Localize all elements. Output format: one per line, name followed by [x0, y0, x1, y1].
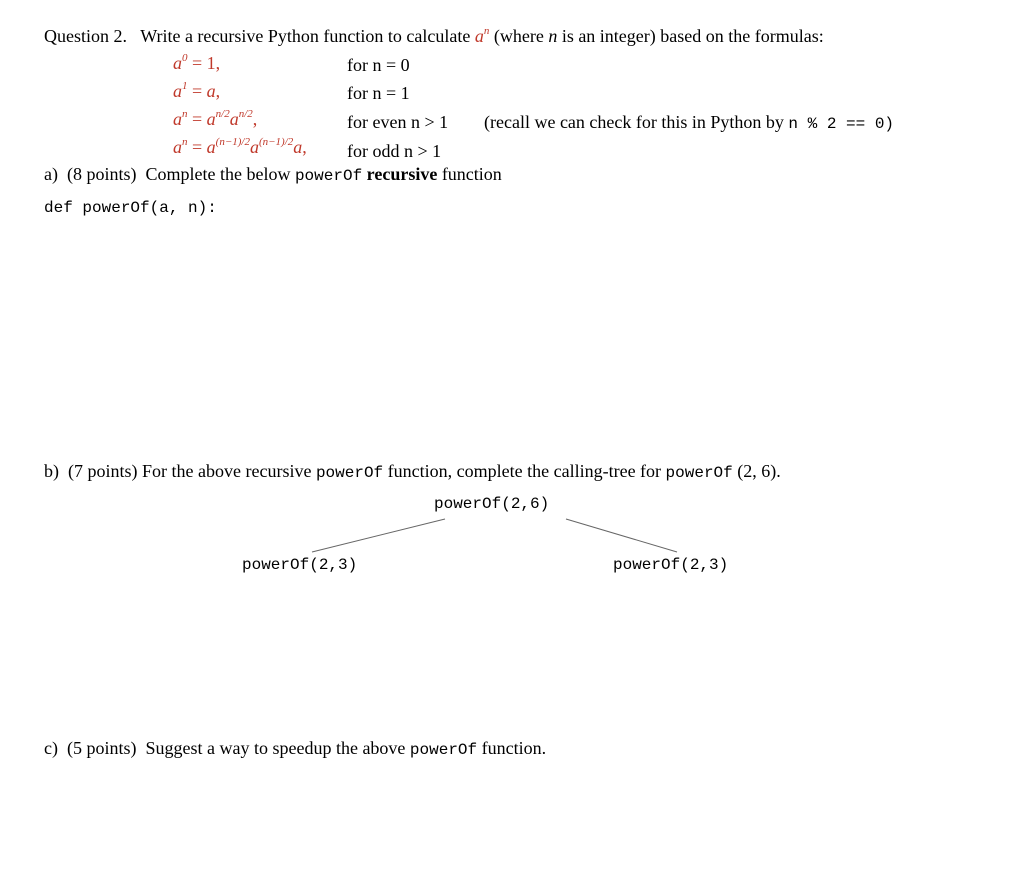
- formula-3: $a^n = a^{n/2}a^{n/2}$,: [173, 108, 258, 129]
- tree-left-node: powerOf(2,3): [242, 556, 358, 574]
- tree-edge-right: [566, 519, 677, 552]
- recall-note-text: (recall we can check for this in Python by: [484, 112, 784, 132]
- formula-3-condition: for even n > 1: [347, 112, 449, 132]
- formula-4-condition: for odd n > 1: [347, 141, 442, 161]
- code-stub: def powerOf(a, n):: [44, 199, 217, 217]
- formula-1-condition: for n = 0: [347, 55, 410, 75]
- question-text-after: is an integer) based on the formulas:: [561, 26, 824, 46]
- formula-1: $a^0 = 1$,: [173, 52, 221, 73]
- part-b-prompt: b) (7 points) For the above recursive powerOf function, complete the calling-tree for powerOf (2, 6).: [44, 461, 781, 482]
- formula-2: $a^1 = a$,: [173, 80, 221, 101]
- formula-2-condition: for n = 1: [347, 83, 410, 103]
- question-text-mid: (where: [493, 26, 544, 46]
- tree-right-node: powerOf(2,3): [613, 556, 729, 574]
- question-label: Question 2.: [44, 26, 127, 46]
- question-text-before: Write a recursive Python function to calculate: [140, 26, 471, 46]
- tree-root-node: powerOf(2,6): [434, 495, 550, 513]
- a-power-n: $a^n$: [474, 25, 490, 46]
- formula-4: $a^n = a^{(n-1)/2}a^{(n-1)/2}a$,: [173, 136, 307, 157]
- part-c-prompt: c) (5 points) Suggest a way to speedup the above powerOf function.: [44, 738, 547, 759]
- question-n-var: n: [548, 26, 558, 46]
- part-a-prompt: a) (8 points) Complete the below powerOf recursive function: [44, 164, 502, 185]
- tree-edge-left: [312, 519, 445, 552]
- recall-note-code: n % 2 == 0): [788, 115, 895, 133]
